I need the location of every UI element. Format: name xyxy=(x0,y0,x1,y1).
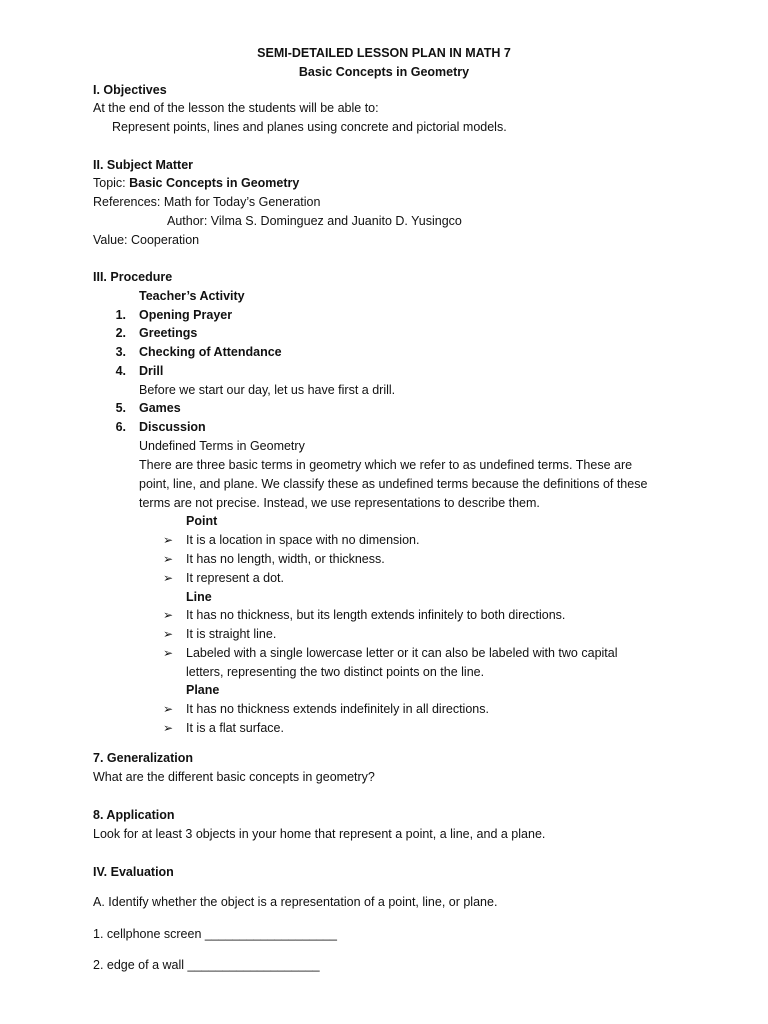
subject-matter-heading: II. Subject Matter xyxy=(93,158,194,172)
evaluation-instruction: A. Identify whether the object is a representation of a point, line, or plane. xyxy=(93,895,498,909)
application-heading: 8. Application xyxy=(93,808,175,822)
plane-label: Plane xyxy=(186,683,220,697)
evaluation-item: 1. cellphone screen ___________________ xyxy=(93,927,337,941)
line-bullet: It is straight line. xyxy=(186,627,277,641)
step-number: 6. xyxy=(115,420,126,434)
drill-text: Before we start our day, let us have first a drill. xyxy=(139,383,396,397)
objectives-intro: At the end of the lesson the students will be able to: xyxy=(93,101,379,115)
references-line: References: Math for Today’s Generation xyxy=(93,195,321,209)
value-line: Value: Cooperation xyxy=(93,233,200,247)
step-games: Games xyxy=(139,401,181,415)
step-drill: Drill xyxy=(139,364,164,378)
arrow-bullet-icon: ➢ xyxy=(163,627,174,641)
document-subtitle: Basic Concepts in Geometry xyxy=(298,65,470,79)
step-greetings: Greetings xyxy=(139,326,198,340)
plane-bullet: It has no thickness extends indefinitely in all directions. xyxy=(186,702,489,716)
arrow-bullet-icon: ➢ xyxy=(163,608,174,622)
teacher-activity-label: Teacher’s Activity xyxy=(139,289,245,303)
step-opening-prayer: Opening Prayer xyxy=(139,308,233,322)
arrow-bullet-icon: ➢ xyxy=(163,533,174,547)
evaluation-item: 2. edge of a wall ___________________ xyxy=(93,958,320,972)
step-discussion: Discussion xyxy=(139,420,206,434)
line-bullet-continuation: letters, representing the two distinct points on the line. xyxy=(186,665,485,679)
step-number: 2. xyxy=(115,326,126,340)
arrow-bullet-icon: ➢ xyxy=(163,571,174,585)
point-bullet: It represent a dot. xyxy=(186,571,284,585)
author-line: Author: Vilma S. Dominguez and Juanito D. Yusingco xyxy=(167,214,462,228)
point-bullet: It has no length, width, or thickness. xyxy=(186,552,385,566)
arrow-bullet-icon: ➢ xyxy=(163,721,174,735)
undefined-terms-subheading: Undefined Terms in Geometry xyxy=(139,439,305,453)
topic-line xyxy=(93,174,299,192)
point-label: Point xyxy=(186,514,218,528)
generalization-heading: 7. Generalization xyxy=(93,751,194,765)
generalization-text: What are the different basic concepts in geometry? xyxy=(93,770,375,784)
arrow-bullet-icon: ➢ xyxy=(163,552,174,566)
point-bullet: It is a location in space with no dimension. xyxy=(186,533,420,547)
step-number: 3. xyxy=(115,345,126,359)
discussion-paragraph-line: point, line, and plane. We classify these as undefined terms because the definitions of these xyxy=(139,477,648,491)
objectives-heading: I. Objectives xyxy=(93,83,167,97)
document-title: SEMI-DETAILED LESSON PLAN IN MATH 7 xyxy=(257,46,511,60)
step-checking-attendance: Checking of Attendance xyxy=(139,345,282,359)
topic-label: Topic: xyxy=(93,176,130,190)
arrow-bullet-icon: ➢ xyxy=(163,646,174,660)
objectives-item: Represent points, lines and planes using concrete and pictorial models. xyxy=(112,120,507,134)
step-number: 4. xyxy=(115,364,126,378)
line-bullet: It has no thickness, but its length extends infinitely to both directions. xyxy=(186,608,566,622)
arrow-bullet-icon: ➢ xyxy=(163,702,174,716)
line-bullet: Labeled with a single lowercase letter or it can also be labeled with two capital xyxy=(186,646,618,660)
step-number: 1. xyxy=(115,308,126,322)
step-number: 5. xyxy=(115,401,126,415)
discussion-paragraph-line: terms are not precise. Instead, we use representations to describe them. xyxy=(139,496,540,510)
application-text: Look for at least 3 objects in your home that represent a point, a line, and a plane. xyxy=(93,827,546,841)
plane-bullet: It is a flat surface. xyxy=(186,721,284,735)
line-label: Line xyxy=(186,590,212,604)
evaluation-heading: IV. Evaluation xyxy=(93,865,174,879)
topic-value: Basic Concepts in Geometry xyxy=(129,176,300,190)
discussion-paragraph-line: There are three basic terms in geometry which we refer to as undefined terms. These are xyxy=(139,458,633,472)
procedure-heading: III. Procedure xyxy=(93,270,173,284)
